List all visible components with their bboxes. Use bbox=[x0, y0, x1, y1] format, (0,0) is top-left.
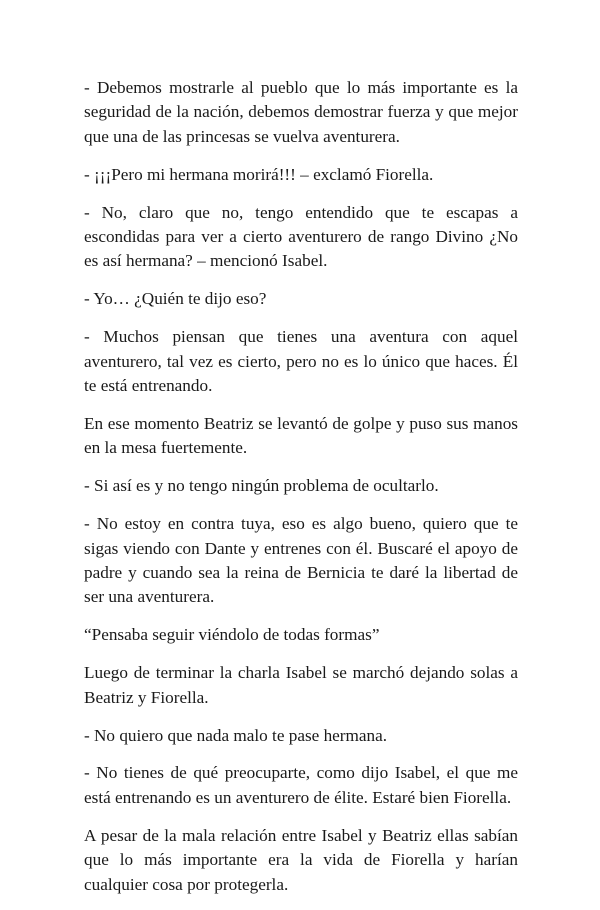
paragraph-11: - No quiero que nada malo te pase hermana. bbox=[84, 725, 388, 745]
paragraph-1: - Debemos mostrarle al pueblo que lo más importante es la seguridad de la nación, debemos demostrar fuerza y que mejor que una de las princesas se vuelva aventurera. bbox=[84, 78, 518, 146]
paragraph-4: - Yo… ¿Quién te dijo eso? bbox=[84, 289, 267, 309]
paragraph-2: - ¡¡¡Pero mi hermana morirá!!! – exclamó Fiorella. bbox=[84, 164, 434, 184]
book-page-text bbox=[84, 76, 518, 910]
paragraph-13: A pesar de la mala relación entre Isabel y Beatriz ellas sabían que lo más importante era la vida de Fiorella y harían cualquier cosa por protegerla. bbox=[84, 825, 518, 894]
paragraph-8: - No estoy en contra tuya, eso es algo bueno, quiero que te sigas viendo con Dante y entrenes con él. Buscaré el apoyo de padre y cuando sea la reina de Bernicia te daré la libertad de ser una aventurera. bbox=[84, 514, 518, 607]
paragraph-9: “Pensaba seguir viéndolo de todas formas” bbox=[84, 625, 380, 645]
paragraph-12: - No tienes de qué preocuparte, como dijo Isabel, el que me está entrenando es un aventurero de élite. Estaré bien Fiorella. bbox=[84, 763, 518, 807]
paragraph-5: - Muchos piensan que tienes una aventura con aquel aventurero, tal vez es cierto, pero no es lo único que haces. Él te está entrenando. bbox=[84, 327, 518, 396]
paragraph-6: En ese momento Beatriz se levantó de golpe y puso sus manos en la mesa fuertemente. bbox=[84, 413, 518, 458]
paragraph-3: - No, claro que no, tengo entendido que te escapas a escondidas para ver a cierto aventurero de rango Divino ¿No es así hermana? – mencionó Isabel. bbox=[84, 202, 518, 271]
paragraph-7: - Si así es y no tengo ningún problema de ocultarlo. bbox=[84, 476, 439, 496]
paragraph-10: Luego de terminar la charla Isabel se marchó dejando solas a Beatriz y Fiorella. bbox=[84, 663, 518, 707]
